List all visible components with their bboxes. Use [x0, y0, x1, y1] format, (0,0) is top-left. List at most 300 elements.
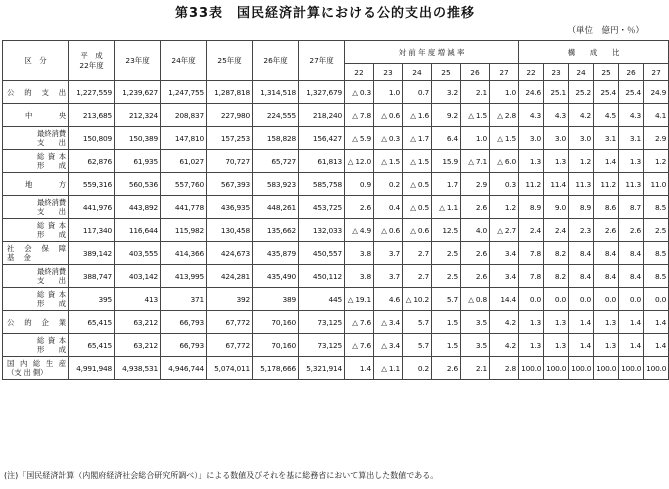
- header-year-25: 25年度: [207, 41, 253, 81]
- ratio-cell: 8.2: [544, 265, 569, 288]
- ratio-cell: 1.3: [594, 311, 619, 334]
- row-label: [3, 173, 69, 196]
- ratio-cell: 1.4: [569, 334, 594, 357]
- value-cell: 213,685: [69, 104, 115, 127]
- change-cell: 1.7: [432, 173, 461, 196]
- row-label-line: 地 方: [25, 179, 66, 189]
- ratio-cell: 25.4: [619, 81, 644, 104]
- change-cell: 2.1: [461, 357, 490, 380]
- ratio-cell: 8.5: [644, 196, 669, 219]
- ratio-cell: 2.6: [619, 219, 644, 242]
- change-cell: △ 7.1: [461, 150, 490, 173]
- ratio-cell: 8.5: [644, 265, 669, 288]
- ratio-cell: 1.4: [594, 150, 619, 173]
- subheader-ratio-27: 27: [644, 64, 669, 81]
- change-cell: △ 7.6: [345, 334, 374, 357]
- value-cell: 218,240: [299, 104, 345, 127]
- value-cell: 371: [161, 288, 207, 311]
- value-cell: 61,027: [161, 150, 207, 173]
- value-cell: 583,923: [253, 173, 299, 196]
- row-label-line: 総 資 本: [37, 221, 66, 230]
- public-expenditure-table: [2, 40, 669, 380]
- change-cell: △ 3.4: [374, 311, 403, 334]
- change-cell: △ 0.3: [345, 81, 374, 104]
- ratio-cell: 1.3: [544, 150, 569, 173]
- value-cell: 557,760: [161, 173, 207, 196]
- ratio-cell: 11.2: [594, 173, 619, 196]
- ratio-cell: 25.1: [544, 81, 569, 104]
- ratio-cell: 11.2: [519, 173, 544, 196]
- change-cell: 2.9: [461, 173, 490, 196]
- footnote: (注)「国民経済計算（内閣府経済社会総合研究所調べ）」による数値及びそれを基に総務省において算出した数値である。: [4, 471, 439, 480]
- value-cell: 73,125: [299, 334, 345, 357]
- value-cell: 453,725: [299, 196, 345, 219]
- subheader-change-24: 24: [403, 64, 432, 81]
- row-label-line: 総 資 本: [37, 152, 66, 161]
- value-cell: 156,427: [299, 127, 345, 150]
- change-cell: 14.4: [490, 288, 519, 311]
- change-cell: 4.0: [461, 219, 490, 242]
- row-label: [3, 81, 69, 104]
- change-cell: △ 0.5: [403, 173, 432, 196]
- value-cell: 1,314,518: [253, 81, 299, 104]
- value-cell: 62,876: [69, 150, 115, 173]
- header-change-group: 対 前 年 度 増 減 率: [345, 41, 519, 64]
- change-cell: 3.4: [490, 265, 519, 288]
- change-cell: △ 2.8: [490, 104, 519, 127]
- value-cell: 403,555: [115, 242, 161, 265]
- value-cell: 130,458: [207, 219, 253, 242]
- ratio-cell: 7.8: [519, 265, 544, 288]
- value-cell: 450,557: [299, 242, 345, 265]
- ratio-cell: 8.4: [594, 265, 619, 288]
- value-cell: 1,227,559: [69, 81, 115, 104]
- change-cell: 2.8: [490, 357, 519, 380]
- ratio-cell: 3.1: [594, 127, 619, 150]
- change-cell: 4.6: [374, 288, 403, 311]
- subheader-change-27: 27: [490, 64, 519, 81]
- value-cell: 65,415: [69, 311, 115, 334]
- row-label: [3, 288, 69, 311]
- change-cell: △ 0.5: [403, 196, 432, 219]
- ratio-cell: 100.0: [519, 357, 544, 380]
- change-cell: 3.4: [490, 242, 519, 265]
- ratio-cell: 4.3: [619, 104, 644, 127]
- row-label: [3, 150, 69, 173]
- row-label: [3, 334, 69, 357]
- ratio-cell: 9.0: [544, 196, 569, 219]
- value-cell: 435,490: [253, 265, 299, 288]
- table-row: [3, 311, 669, 334]
- ratio-cell: 8.9: [519, 196, 544, 219]
- change-cell: 1.4: [345, 357, 374, 380]
- change-cell: △ 1.5: [374, 150, 403, 173]
- ratio-cell: 100.0: [594, 357, 619, 380]
- ratio-cell: 3.0: [519, 127, 544, 150]
- ratio-cell: 2.9: [644, 127, 669, 150]
- value-cell: 5,178,666: [253, 357, 299, 380]
- change-cell: 3.7: [374, 242, 403, 265]
- value-cell: 4,938,531: [115, 357, 161, 380]
- ratio-cell: 100.0: [569, 357, 594, 380]
- change-cell: △ 0.8: [461, 288, 490, 311]
- ratio-cell: 1.2: [569, 150, 594, 173]
- ratio-cell: 11.3: [569, 173, 594, 196]
- value-cell: 4,946,744: [161, 357, 207, 380]
- value-cell: 116,644: [115, 219, 161, 242]
- ratio-cell: 1.3: [519, 150, 544, 173]
- subheader-change-23: 23: [374, 64, 403, 81]
- row-label-line: 総 資 本: [37, 336, 66, 345]
- value-cell: 66,793: [161, 334, 207, 357]
- change-cell: △ 1.5: [461, 104, 490, 127]
- row-label-line: 形 成: [37, 299, 66, 308]
- ratio-cell: 8.6: [594, 196, 619, 219]
- row-label: [3, 357, 69, 380]
- ratio-cell: 8.2: [544, 242, 569, 265]
- row-label-line: 社 会 保 障: [7, 244, 66, 253]
- change-cell: 2.6: [461, 242, 490, 265]
- row-label: [3, 104, 69, 127]
- table-row: [3, 127, 669, 150]
- change-cell: △ 12.0: [345, 150, 374, 173]
- header-year-23: 23年度: [115, 41, 161, 81]
- ratio-cell: 8.4: [569, 242, 594, 265]
- header-year-22: 平 成 22年度: [69, 41, 115, 81]
- value-cell: 115,982: [161, 219, 207, 242]
- change-cell: △ 1.5: [403, 150, 432, 173]
- change-cell: △ 10.2: [403, 288, 432, 311]
- table-row: [3, 150, 669, 173]
- ratio-cell: 1.3: [544, 311, 569, 334]
- row-label-line: 基 金: [7, 253, 31, 262]
- row-label: [3, 242, 69, 265]
- change-cell: 1.0: [461, 127, 490, 150]
- value-cell: 67,772: [207, 311, 253, 334]
- change-cell: 3.7: [374, 265, 403, 288]
- ratio-cell: 1.4: [644, 311, 669, 334]
- value-cell: 70,727: [207, 150, 253, 173]
- table-row: [3, 357, 669, 380]
- change-cell: 3.2: [432, 81, 461, 104]
- ratio-cell: 24.9: [644, 81, 669, 104]
- row-label-line: 最終消費: [37, 198, 66, 207]
- change-cell: 1.0: [374, 81, 403, 104]
- row-label-line: 最終消費: [37, 129, 66, 138]
- value-cell: 4,991,948: [69, 357, 115, 380]
- subheader-change-25: 25: [432, 64, 461, 81]
- ratio-cell: 1.2: [644, 150, 669, 173]
- change-cell: △ 1.7: [403, 127, 432, 150]
- value-cell: 585,758: [299, 173, 345, 196]
- value-cell: 443,892: [115, 196, 161, 219]
- table-row: [3, 81, 669, 104]
- value-cell: 65,727: [253, 150, 299, 173]
- change-cell: 3.8: [345, 242, 374, 265]
- value-cell: 1,327,679: [299, 81, 345, 104]
- change-cell: 15.9: [432, 150, 461, 173]
- row-label: [3, 219, 69, 242]
- ratio-cell: 2.3: [569, 219, 594, 242]
- change-cell: △ 1.1: [374, 357, 403, 380]
- value-cell: 135,662: [253, 219, 299, 242]
- change-cell: 2.7: [403, 242, 432, 265]
- row-label-line: 支 出: [37, 138, 66, 147]
- change-cell: △ 0.6: [403, 219, 432, 242]
- table-title: 第33表 国民経済計算における公的支出の推移: [174, 6, 476, 21]
- change-cell: △ 7.6: [345, 311, 374, 334]
- change-cell: 4.2: [490, 311, 519, 334]
- change-cell: 5.7: [432, 288, 461, 311]
- value-cell: 66,793: [161, 311, 207, 334]
- change-cell: △ 1.5: [490, 127, 519, 150]
- row-label-line: （支 出 側）: [7, 368, 48, 377]
- value-cell: 150,809: [69, 127, 115, 150]
- value-cell: 1,287,818: [207, 81, 253, 104]
- change-cell: 5.7: [403, 311, 432, 334]
- ratio-cell: 11.4: [544, 173, 569, 196]
- change-cell: 2.7: [403, 265, 432, 288]
- ratio-cell: 8.4: [594, 242, 619, 265]
- subheader-change-26: 26: [461, 64, 490, 81]
- ratio-cell: 1.4: [644, 334, 669, 357]
- ratio-cell: 0.0: [544, 288, 569, 311]
- value-cell: 61,813: [299, 150, 345, 173]
- row-label-line: 公 的 支 出: [7, 87, 66, 97]
- subheader-ratio-26: 26: [619, 64, 644, 81]
- unit-note: （単位 億円・％）: [567, 26, 644, 36]
- ratio-cell: 1.3: [544, 334, 569, 357]
- value-cell: 392: [207, 288, 253, 311]
- ratio-cell: 4.3: [544, 104, 569, 127]
- ratio-cell: 8.4: [619, 265, 644, 288]
- header-ratio-group: 構 成 比: [519, 41, 669, 64]
- value-cell: 212,324: [115, 104, 161, 127]
- table-row: [3, 219, 669, 242]
- change-cell: △ 4.9: [345, 219, 374, 242]
- value-cell: 224,555: [253, 104, 299, 127]
- change-cell: △ 0.6: [374, 104, 403, 127]
- ratio-cell: 0.0: [644, 288, 669, 311]
- change-cell: 3.5: [461, 311, 490, 334]
- change-cell: 2.1: [461, 81, 490, 104]
- subheader-ratio-24: 24: [569, 64, 594, 81]
- row-label: [3, 127, 69, 150]
- value-cell: 132,033: [299, 219, 345, 242]
- change-cell: 2.5: [432, 265, 461, 288]
- value-cell: 559,316: [69, 173, 115, 196]
- value-cell: 448,261: [253, 196, 299, 219]
- ratio-cell: 3.1: [619, 127, 644, 150]
- value-cell: 70,160: [253, 334, 299, 357]
- change-cell: 5.7: [403, 334, 432, 357]
- ratio-cell: 8.9: [569, 196, 594, 219]
- change-cell: 0.3: [490, 173, 519, 196]
- ratio-cell: 0.0: [569, 288, 594, 311]
- value-cell: 5,321,914: [299, 357, 345, 380]
- ratio-cell: 3.0: [544, 127, 569, 150]
- change-cell: △ 7.8: [345, 104, 374, 127]
- ratio-cell: 4.2: [569, 104, 594, 127]
- row-label-line: 総 資 本: [37, 290, 66, 299]
- change-cell: 0.2: [403, 357, 432, 380]
- ratio-cell: 3.0: [569, 127, 594, 150]
- change-cell: 9.2: [432, 104, 461, 127]
- row-label-line: 形 成: [37, 345, 66, 354]
- change-cell: 4.2: [490, 334, 519, 357]
- value-cell: 147,810: [161, 127, 207, 150]
- value-cell: 560,536: [115, 173, 161, 196]
- value-cell: 117,340: [69, 219, 115, 242]
- change-cell: 1.2: [490, 196, 519, 219]
- ratio-cell: 1.3: [619, 150, 644, 173]
- row-label-line: 支 出: [37, 276, 66, 285]
- ratio-cell: 2.4: [519, 219, 544, 242]
- value-cell: 413,995: [161, 265, 207, 288]
- change-cell: 2.6: [345, 196, 374, 219]
- subheader-ratio-22: 22: [519, 64, 544, 81]
- row-label-line: 形 成: [37, 161, 66, 170]
- change-cell: △ 5.9: [345, 127, 374, 150]
- value-cell: 435,879: [253, 242, 299, 265]
- value-cell: 208,837: [161, 104, 207, 127]
- ratio-cell: 2.4: [544, 219, 569, 242]
- value-cell: 441,778: [161, 196, 207, 219]
- ratio-cell: 100.0: [644, 357, 669, 380]
- change-cell: 12.5: [432, 219, 461, 242]
- ratio-cell: 1.4: [569, 311, 594, 334]
- ratio-cell: 4.3: [519, 104, 544, 127]
- subheader-change-22: 22: [345, 64, 374, 81]
- change-cell: 0.2: [374, 173, 403, 196]
- change-cell: 0.7: [403, 81, 432, 104]
- ratio-cell: 25.2: [569, 81, 594, 104]
- value-cell: 157,253: [207, 127, 253, 150]
- value-cell: 414,366: [161, 242, 207, 265]
- header-year-26: 26年度: [253, 41, 299, 81]
- change-cell: 6.4: [432, 127, 461, 150]
- table-row: [3, 265, 669, 288]
- change-cell: 2.5: [432, 242, 461, 265]
- header-year-24: 24年度: [161, 41, 207, 81]
- change-cell: △ 6.0: [490, 150, 519, 173]
- value-cell: 567,393: [207, 173, 253, 196]
- change-cell: △ 19.1: [345, 288, 374, 311]
- value-cell: 63,212: [115, 311, 161, 334]
- ratio-cell: 4.1: [644, 104, 669, 127]
- value-cell: 389: [253, 288, 299, 311]
- value-cell: 73,125: [299, 311, 345, 334]
- row-label: [3, 196, 69, 219]
- subheader-ratio-23: 23: [544, 64, 569, 81]
- change-cell: 1.5: [432, 311, 461, 334]
- change-cell: 2.6: [461, 196, 490, 219]
- value-cell: 1,239,627: [115, 81, 161, 104]
- table-row: [3, 104, 669, 127]
- value-cell: 67,772: [207, 334, 253, 357]
- value-cell: 413: [115, 288, 161, 311]
- value-cell: 424,281: [207, 265, 253, 288]
- ratio-cell: 11.3: [619, 173, 644, 196]
- change-cell: 1.5: [432, 334, 461, 357]
- ratio-cell: 8.5: [644, 242, 669, 265]
- change-cell: 3.8: [345, 265, 374, 288]
- ratio-cell: 25.4: [594, 81, 619, 104]
- row-label-line: 中 央: [25, 110, 66, 120]
- change-cell: 1.0: [490, 81, 519, 104]
- change-cell: 2.6: [461, 265, 490, 288]
- value-cell: 1,247,755: [161, 81, 207, 104]
- value-cell: 158,828: [253, 127, 299, 150]
- value-cell: 450,112: [299, 265, 345, 288]
- change-cell: △ 0.6: [374, 219, 403, 242]
- ratio-cell: 100.0: [619, 357, 644, 380]
- value-cell: 61,935: [115, 150, 161, 173]
- ratio-cell: 0.0: [619, 288, 644, 311]
- value-cell: 436,935: [207, 196, 253, 219]
- value-cell: 441,976: [69, 196, 115, 219]
- change-cell: △ 2.7: [490, 219, 519, 242]
- value-cell: 424,673: [207, 242, 253, 265]
- ratio-cell: 1.3: [519, 334, 544, 357]
- ratio-cell: 24.6: [519, 81, 544, 104]
- ratio-cell: 4.5: [594, 104, 619, 127]
- ratio-cell: 8.4: [619, 242, 644, 265]
- table-row: [3, 173, 669, 196]
- ratio-cell: 2.6: [594, 219, 619, 242]
- value-cell: 150,389: [115, 127, 161, 150]
- value-cell: 445: [299, 288, 345, 311]
- value-cell: 5,074,011: [207, 357, 253, 380]
- change-cell: △ 1.6: [403, 104, 432, 127]
- change-cell: △ 3.4: [374, 334, 403, 357]
- value-cell: 389,142: [69, 242, 115, 265]
- value-cell: 403,142: [115, 265, 161, 288]
- ratio-cell: 11.0: [644, 173, 669, 196]
- row-label-line: 最終消費: [37, 267, 66, 276]
- ratio-cell: 8.7: [619, 196, 644, 219]
- ratio-cell: 100.0: [544, 357, 569, 380]
- subheader-ratio-25: 25: [594, 64, 619, 81]
- ratio-cell: 8.4: [569, 265, 594, 288]
- ratio-cell: 1.4: [619, 311, 644, 334]
- ratio-cell: 1.4: [619, 334, 644, 357]
- ratio-cell: 1.3: [519, 311, 544, 334]
- ratio-cell: 2.5: [644, 219, 669, 242]
- row-label-line: 支 出: [37, 207, 66, 216]
- change-cell: 2.6: [432, 357, 461, 380]
- row-label: [3, 311, 69, 334]
- header-year-27: 27年度: [299, 41, 345, 81]
- ratio-cell: 1.3: [594, 334, 619, 357]
- table-row: [3, 242, 669, 265]
- change-cell: 3.5: [461, 334, 490, 357]
- table-row: [3, 196, 669, 219]
- row-label-line: 形 成: [37, 230, 66, 239]
- ratio-cell: 0.0: [594, 288, 619, 311]
- header-kubun: 区 分: [3, 41, 69, 81]
- row-label: [3, 265, 69, 288]
- value-cell: 388,747: [69, 265, 115, 288]
- row-label-line: 公 的 企 業: [7, 317, 66, 327]
- value-cell: 63,212: [115, 334, 161, 357]
- value-cell: 395: [69, 288, 115, 311]
- change-cell: 0.9: [345, 173, 374, 196]
- table-row: [3, 288, 669, 311]
- value-cell: 65,415: [69, 334, 115, 357]
- ratio-cell: 0.0: [519, 288, 544, 311]
- ratio-cell: 7.8: [519, 242, 544, 265]
